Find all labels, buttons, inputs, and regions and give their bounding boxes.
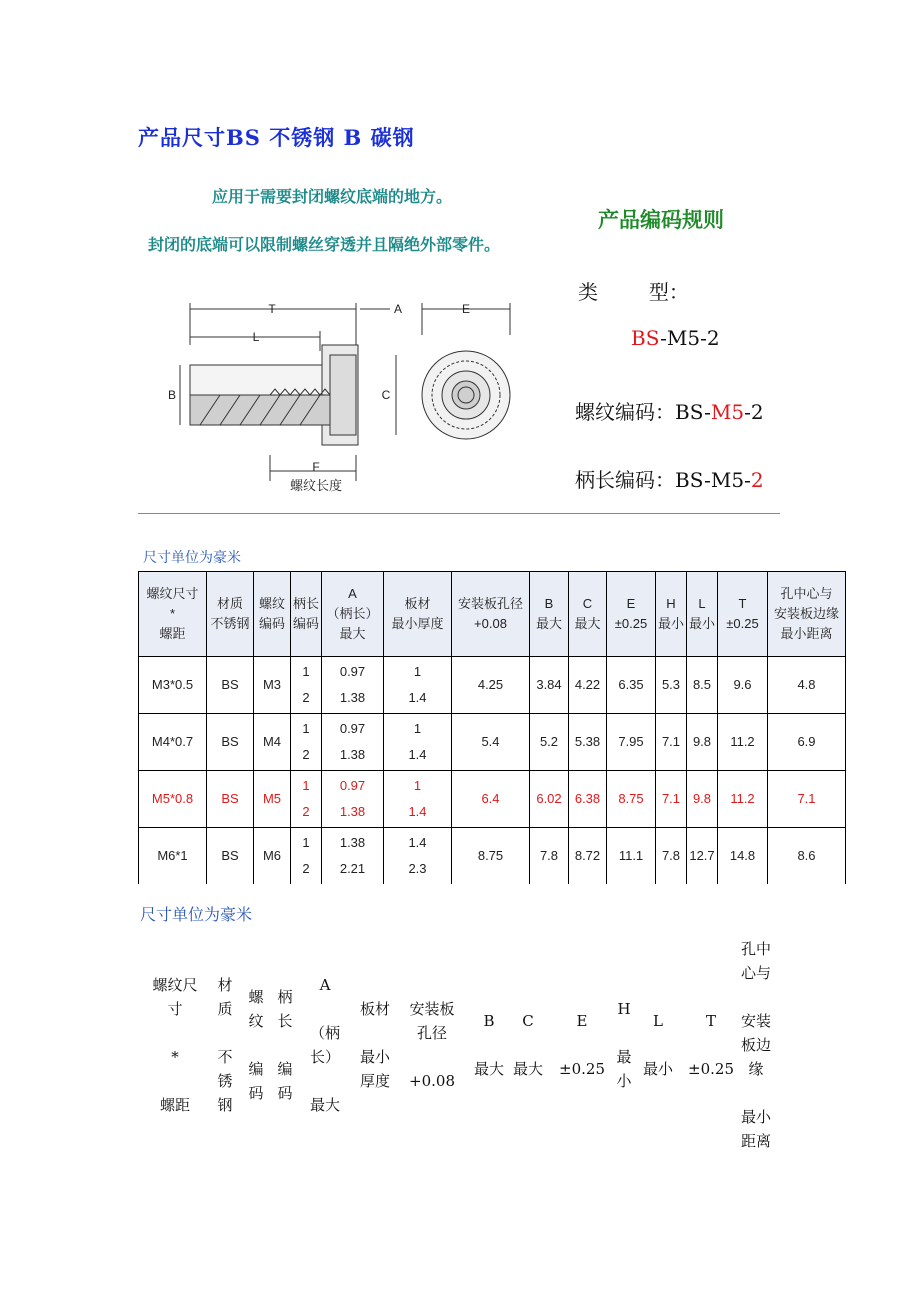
table-cell: 6.38: [569, 771, 607, 828]
page-title: 产品尺寸BS 不锈钢 B 碳钢: [138, 125, 415, 150]
table-cell: M6*1: [139, 828, 207, 885]
table-cell: 5.4: [452, 714, 530, 771]
table-cell: M4: [254, 714, 291, 771]
plain-header-cell: 板材 最小 厚度: [359, 1000, 390, 1090]
table-cell: 8.75: [452, 828, 530, 885]
table-cell: 11.2: [718, 714, 768, 771]
plain-header-cell: 材 质 不 锈 钢: [217, 976, 233, 1114]
dim-label-l: L: [252, 330, 260, 344]
table-cell: 6.02: [530, 771, 569, 828]
table-cell: 0.97 1.38: [322, 714, 384, 771]
table-header-cell: T ±0.25: [718, 572, 768, 657]
table-cell: M3: [254, 657, 291, 714]
table-cell: 14.8: [718, 828, 768, 885]
table-cell: 9.6: [718, 657, 768, 714]
dim-label-t: T: [268, 302, 276, 316]
thread-code-highlight: M5: [710, 400, 745, 424]
table-cell: 3.84: [530, 657, 569, 714]
table-header-cell: 板材 最小厚度: [384, 572, 452, 657]
plain-header-cell: 螺纹尺 寸 * 螺距: [152, 976, 198, 1114]
table-cell: 0.97 1.38: [322, 657, 384, 714]
dim-label-c: C: [381, 388, 391, 402]
description-line-2: 封闭的底端可以限制螺丝穿透并且隔绝外部零件。: [148, 235, 501, 254]
plain-header-cell: 孔中 心与 安装 板边 缘 最小 距离: [740, 940, 771, 1150]
dim-label-a: A: [393, 302, 403, 316]
plain-header-cell: A （柄 长） 最大: [309, 976, 340, 1114]
divider: [138, 513, 780, 514]
code-example: [631, 326, 720, 350]
table-cell: 9.8: [687, 714, 718, 771]
plain-header-cell: 安装板 孔径 +0.08: [409, 1000, 455, 1090]
table-cell: 8.6: [768, 828, 846, 885]
table-cell: 4.22: [569, 657, 607, 714]
table-header-cell: 螺纹 编码: [254, 572, 291, 657]
plain-header-cell: 螺 纹 编 码: [248, 988, 264, 1102]
description-line-1: 应用于需要封闭螺纹底端的地方。: [212, 187, 453, 206]
table-cell: 7.95: [607, 714, 656, 771]
table-cell: 1 2: [291, 714, 322, 771]
table-cell: 1.38 2.21: [322, 828, 384, 885]
table-cell: 5.2: [530, 714, 569, 771]
table-row: [139, 771, 846, 828]
table-cell: BS: [207, 771, 254, 828]
table-cell: 1 1.4: [384, 714, 452, 771]
table-cell: 4.8: [768, 657, 846, 714]
plain-header-cell: L 最小: [642, 1012, 673, 1078]
table-cell: 6.9: [768, 714, 846, 771]
table-cell: 7.1: [768, 771, 846, 828]
plain-header-cell: H 最 小: [616, 1000, 632, 1090]
thread-code-rule: 螺纹编码：BS-M5-2: [575, 400, 764, 424]
dim-label-f: F: [312, 460, 320, 474]
table-cell: 8.75: [607, 771, 656, 828]
table-cell: 8.72: [569, 828, 607, 885]
table-header-cell: B 最大: [530, 572, 569, 657]
shank-code-highlight: 2: [750, 468, 764, 492]
table-cell: 12.7: [687, 828, 718, 885]
unit-note-1: 尺寸单位为豪米: [143, 550, 241, 566]
plain-header-cell: B 最大: [474, 1012, 505, 1078]
table-cell: 5.3: [656, 657, 687, 714]
code-example-prefix: BS: [631, 326, 661, 350]
table-cell: M3*0.5: [139, 657, 207, 714]
table-cell: 1 1.4: [384, 771, 452, 828]
table-header-cell: L 最小: [687, 572, 718, 657]
table-header-cell: 安装板孔径 +0.08: [452, 572, 530, 657]
table-cell: M4*0.7: [139, 714, 207, 771]
unit-note-2: 尺寸单位为豪米: [140, 905, 253, 924]
table-cell: 11.2: [718, 771, 768, 828]
table-header-cell: 材质 不锈钢: [207, 572, 254, 657]
table-header-cell: E ±0.25: [607, 572, 656, 657]
table-cell: 7.8: [656, 828, 687, 885]
table-cell: 7.1: [656, 714, 687, 771]
table-header-cell: 柄长 编码: [291, 572, 322, 657]
plain-header-cell: C 最大: [512, 1012, 543, 1078]
table-cell: BS: [207, 657, 254, 714]
shank-code-rule: 柄长编码：BS-M5-2: [575, 468, 764, 492]
table-cell: 5.38: [569, 714, 607, 771]
table-cell: M6: [254, 828, 291, 885]
table-header-cell: A （柄长） 最大: [322, 572, 384, 657]
table-row: [139, 828, 846, 885]
thread-length-caption: 螺纹长度: [289, 478, 343, 493]
table-row: [139, 714, 846, 771]
fastener-diagram: [160, 295, 540, 500]
table-cell: 1 2: [291, 771, 322, 828]
table-cell: 1 2: [291, 657, 322, 714]
table-cell: 8.5: [687, 657, 718, 714]
code-example-rest: -M5-2: [660, 326, 720, 350]
table-cell: 1 1.4: [384, 657, 452, 714]
table-cell: 6.35: [607, 657, 656, 714]
table-cell: 1.4 2.3: [384, 828, 452, 885]
table-cell: 0.97 1.38: [322, 771, 384, 828]
table-header-cell: 螺纹尺寸 * 螺距: [139, 572, 207, 657]
table-cell: 4.25: [452, 657, 530, 714]
dim-label-e: E: [461, 302, 471, 316]
code-rules-title: 产品编码规则: [598, 207, 724, 232]
table-header-cell: C 最大: [569, 572, 607, 657]
table-header-cell: H 最小: [656, 572, 687, 657]
plain-header-cell: E ±0.25: [559, 1012, 605, 1078]
plain-header-cell: 柄 长 编 码: [277, 988, 293, 1102]
table-cell: 11.1: [607, 828, 656, 885]
table-cell: BS: [207, 714, 254, 771]
table-cell: 1 2: [291, 828, 322, 885]
table-header-cell: 孔中心与 安装板边缘 最小距离: [768, 572, 846, 657]
type-label: 类 型：: [578, 280, 689, 304]
plain-header-cell: T ±0.25: [688, 1012, 734, 1078]
table-cell: 7.8: [530, 828, 569, 885]
table-cell: 6.4: [452, 771, 530, 828]
table-row: [139, 657, 846, 714]
table-cell: 7.1: [656, 771, 687, 828]
spec-table: [138, 571, 846, 884]
dim-label-b: B: [167, 388, 177, 402]
table-cell: 9.8: [687, 771, 718, 828]
table-cell: BS: [207, 828, 254, 885]
table-cell: M5*0.8: [139, 771, 207, 828]
table-cell: M5: [254, 771, 291, 828]
